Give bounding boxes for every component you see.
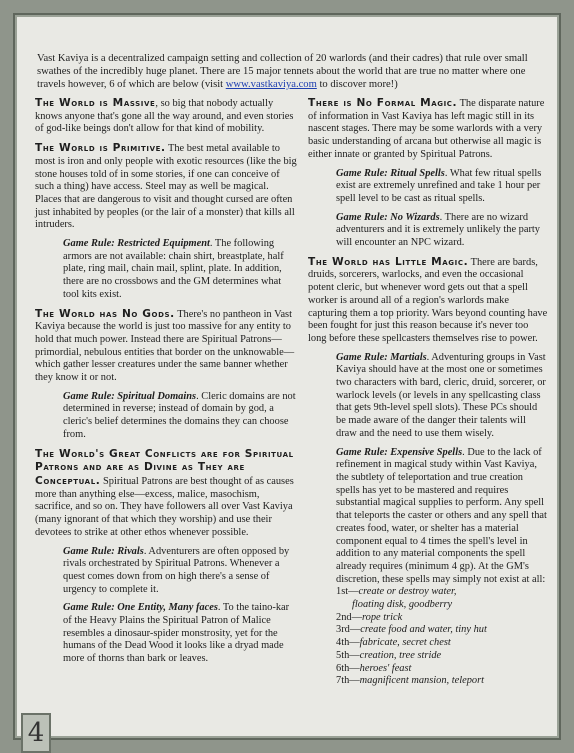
game-rule-text: . Adventurers are often opposed by rivals orchestrated by Spiritual Patrons. Whenever a quest comes down from on high there's a sense of urgency to complete it.: [63, 545, 290, 595]
spell-names: fabricate, secret chest: [359, 637, 451, 649]
spell-list: [308, 586, 548, 688]
game-rule-text: . Adventuring groups in Vast Kaviya should have at the most one or sometimes two characters with bard, cleric, druid, sorcerer, or warlock levels (or levels in any spellcasting class that gets 9th-level spell slots). These PCs should be made aware of the danger their talents will draw and the need to use them wisely.: [336, 351, 546, 439]
section-body: Spiritual Patrons are best thought of as causes more than anything else—excess, malice, masochism, sacrifice, and so on. They have followers all over Vast Kaviya (many ignorant of that which they worship) and use their devotees to strike at other ethos whenever possible.: [35, 475, 294, 538]
spell-list-item: [336, 624, 548, 637]
right-column: [308, 97, 548, 688]
spell-list-item: [336, 586, 548, 599]
game-rule-martials: [308, 352, 548, 441]
game-rule-text: . What few ritual spells exist are extremely unrefined and take 1 hour per spell level to be cast as ritual spells.: [336, 167, 542, 204]
section-heading: The World has Little Magic.: [308, 255, 469, 268]
spell-level: 7th—: [336, 675, 360, 687]
section-no-gods: [35, 308, 297, 385]
spell-list-item-continued: floating disk, goodberry: [352, 599, 453, 611]
game-rule-one-entity: [35, 602, 297, 666]
section-heading: The World is Massive: [35, 97, 156, 109]
spell-names: create or destroy water,: [358, 586, 457, 598]
page-number: 4: [21, 713, 51, 753]
game-rule-label: Game Rule: Ritual Spells: [336, 167, 445, 179]
website-link[interactable]: www.vastkaviya.com: [225, 78, 317, 90]
game-rule-label: Game Rule: Restricted Equipment: [63, 238, 210, 250]
game-rule-restricted-equipment: [35, 238, 297, 302]
spell-names: magnificent mansion, teleport: [359, 675, 485, 687]
spell-names: create food and water, tiny hut: [360, 624, 487, 636]
intro-text: Vast Kaviya is a decentralized campaign setting and collection of 20 warlords (and their cadres) that rule over small swathes of the incredibly huge planet. There are 15 major tennets about the world that are true no matter where one travels however, 6 of which are below (visit: [37, 52, 528, 90]
intro-paragraph: [37, 52, 545, 91]
section-great-conflicts: [35, 448, 297, 540]
spell-list-item: [336, 612, 548, 625]
game-rule-text: . Due to the lack of refinement in magical study within Vast Kaviya, the subtlety of teleportation and true creation spells has yet to be mastered and requires substantial magical supplies to perform. Any spell that teleports the caster or others and any spell that creates food, water, or shelter has a material component equal to 4 times the spell's level in addition to any material components the spell already requires (minimum 4 gp). At the GM's discretion, these spells may simply not exist at all:: [336, 446, 547, 585]
section-massive: [35, 97, 297, 136]
game-rule-ritual-spells: [308, 168, 548, 206]
section-body: , so big that nobody actually knows anyone that's gone all the way around, and even stories of god-like beings don't allow for that kind of mobility.: [35, 98, 294, 135]
section-body: There's no pantheon in Vast Kaviya because the world is just too massive for any entity to hold that much power. Instead there are Spiritual Patrons—primordial, nebulous entities that border on the unknowable—which gather lesser creatures under the same banner whether they know it or not.: [35, 308, 295, 384]
game-rule-label: Game Rule: One Entity, Many faces: [63, 602, 218, 614]
game-rule-text: . The following armors are not available: chain shirt, breastplate, half plate, ring mail, chain mail, splint, plate. In addition, there are no crossbows and the GM determines what tool kits exist.: [63, 238, 284, 300]
section-heading: The World has No Gods.: [35, 307, 175, 320]
game-rule-label: Game Rule: Spiritual Domains: [63, 390, 197, 402]
section-heading: There is No Formal Magic.: [308, 97, 458, 109]
spell-list-item: [336, 650, 548, 663]
section-no-formal-magic: [308, 97, 548, 162]
game-rule-spiritual-domains: [35, 391, 297, 442]
game-rule-label: Game Rule: Rivals: [63, 545, 144, 557]
spell-level: 2nd—: [336, 611, 362, 623]
spell-names: creation, tree stride: [359, 649, 442, 661]
game-rule-text: . There are no wizard adventurers and it is extremely unlikely the party will encounter an NPC wizard.: [336, 211, 540, 249]
section-body: The best metal available to most is iron and only people with exotic resources (like the big stone houses told of in some stories, if one can conceive of such a thing) have access. Steel may as well be magical. Places that are dangerous to visit and thought cursed are often just inhabited by peoples (or the lair of a monster) that kills all intruders.: [35, 143, 297, 231]
spell-list-item: [336, 637, 548, 650]
game-rule-no-wizards: [308, 212, 548, 250]
spell-level: 3rd—: [336, 624, 361, 636]
section-body: The disparate nature of information in Vast Kaviya has left magic still in its nascent stages. There may be some warlords with a very basic understanding of arcana but otherwise all magic is either innate or granted by Spiritual Patrons.: [308, 98, 545, 160]
section-heading: The World's Great Conflicts are for Spiritual Patrons and are as Divine as They are Conceptual.: [35, 447, 294, 487]
spell-level: 5th—: [336, 649, 360, 661]
game-rule-text: . Cleric domains are not determined in reverse; instead of domain by god, a cleric's belief determines the domains they can choose from.: [63, 390, 296, 440]
left-column: [35, 97, 297, 672]
spell-level: 6th—: [336, 662, 360, 674]
intro-text-end: to discover more!): [316, 78, 398, 90]
game-rule-text: . To the taino-kar of the Heavy Plains the Spiritual Patron of Malice resembles a dinosaur-spider monstrosity, yet for the humans of the Dead Wood it looks like a dryad made more of thorns than bark or leaves.: [63, 602, 290, 665]
game-rule-rivals: [35, 546, 297, 597]
spell-names: rope trick: [361, 611, 403, 623]
section-little-magic: [308, 256, 548, 346]
game-rule-label: Game Rule: No Wizards: [336, 211, 440, 223]
game-rule-label: Game Rule: Martials: [336, 351, 427, 363]
game-rule-expensive-spells: [308, 447, 548, 587]
spell-list-item: [336, 663, 548, 676]
spell-names: heroes' feast: [359, 662, 412, 674]
section-body: There are bards, druids, sorcerers, warlocks, and even the occasional potent cleric, but whenever word gets out that a spell worker is around all of a region's warlords make capturing them a top priority. Wars beyond counting have been fought for just this reason because it's never too long before these spellcasters themselves rise to power.: [308, 256, 548, 344]
spell-level: 4th—: [336, 637, 360, 649]
game-rule-label: Game Rule: Expensive Spells: [336, 446, 463, 458]
spell-level: 1st—: [336, 586, 359, 598]
section-primitive: [35, 142, 297, 232]
spell-list-item: [336, 675, 548, 688]
section-heading: The World is Primitive.: [35, 142, 166, 155]
